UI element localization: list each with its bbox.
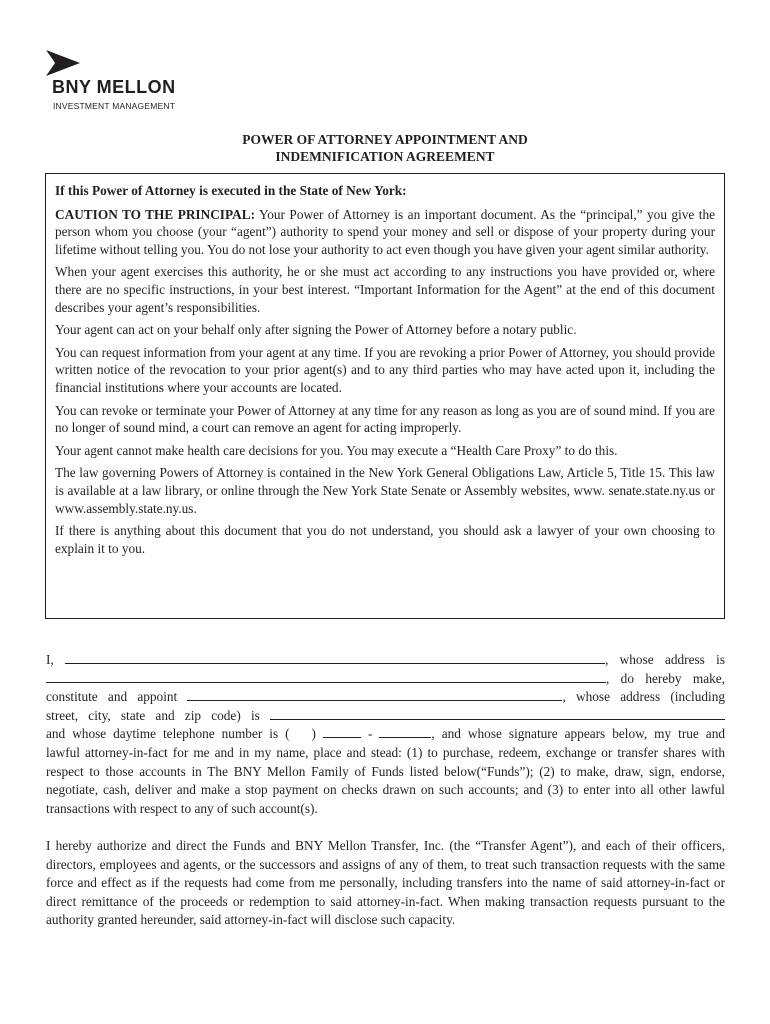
revoke-paragraph: You can revoke or terminate your Power of Attorney at any time for any reason as long as you are of sound mind. If you are no longer of sound mind, a court can remove an agent for acting improperly. bbox=[55, 402, 715, 436]
caution-label: CAUTION TO THE PRINCIPAL: bbox=[55, 206, 256, 222]
area-code-field[interactable] bbox=[290, 726, 312, 738]
caution-box-heading: If this Power of Attorney is executed in the State of New York: bbox=[55, 183, 407, 198]
title-line-2: INDEMNIFICATION AGREEMENT bbox=[275, 149, 495, 164]
appointment-form bbox=[46, 651, 725, 818]
request-info-paragraph: You can request information from your agent at any time. If you are revoking a prior Power of Attorney, you should provide written notice of the revocation to your prior agent(s) and to any third parties who may have acted upon it, including the financial institutions where your accounts are located. bbox=[55, 344, 715, 395]
agent-exercise-paragraph: When your agent exercises this authority, he or she must act according to any instructions you have provided or, where there are no specific instructions, in your best interest. “Important Information for the Agent” at the end of this document describes your agent’s responsibilities. bbox=[55, 264, 715, 315]
principal-name-field[interactable] bbox=[65, 651, 605, 664]
caution-text: Your Power of Attorney is an important document. As the “principal,” you give the person whom you choose (your “agent”) authority to spend your money and sell or dispose of your property during your lifetime without telling you. You do not lose your authority to act even though you have given your agent similar authority. bbox=[55, 206, 716, 257]
authorization-paragraph: I hereby authorize and direct the Funds and BNY Mellon Transfer, Inc. (the “Transfer Agent”), and each of their officers, directors, employees and agents, or the successors and assigns of any of them, to treat such transaction requests with the same force and effect as if the requests had come from me personally, including transfers into the name of said attorney-in-fact or direct remittance of the proceeds or redemption to said attorney-in-fact. When making transaction requests pursuant to the authority granted hereunder, said attorney-in-fact will disclose such capacity. bbox=[46, 838, 725, 928]
lawyer-paragraph: If there is anything about this document that you do not understand, you should ask a lawyer of your own choosing to explain it to you. bbox=[55, 523, 715, 556]
caution-paragraph bbox=[55, 206, 715, 259]
form-line-2: , do hereby make, bbox=[46, 670, 725, 689]
notary-paragraph: Your agent can act on your behalf only after signing the Power of Attorney before a notary public. bbox=[55, 322, 577, 338]
form-line-5: and whose daytime telephone number is ( ) - , and whose signature appears below, my true and bbox=[46, 726, 726, 742]
agent-name-field[interactable] bbox=[187, 688, 562, 701]
health-care-paragraph: Your agent cannot make health care decisions for you. You may execute a “Health Care Proxy” to do this. bbox=[55, 442, 618, 458]
principal-address-field[interactable] bbox=[46, 670, 606, 683]
bny-mellon-arrow-icon bbox=[46, 50, 80, 76]
form-line-1: I, , whose address is bbox=[46, 652, 725, 667]
brand-subtitle: INVESTMENT MANAGEMENT bbox=[53, 101, 176, 111]
agent-address-field[interactable] bbox=[270, 707, 725, 720]
title-line-1: POWER OF ATTORNEY APPOINTMENT AND bbox=[242, 132, 528, 147]
new-york-caution-box bbox=[45, 173, 725, 619]
brand-name: BNY MELLON bbox=[52, 77, 176, 97]
phone-number-field[interactable] bbox=[379, 725, 431, 738]
law-paragraph: The law governing Powers of Attorney is contained in the New York General Obligations Law, Article 5, Title 15. This law is available at a law library, or online through the New York State Senate or Assembly websites, www. senate.state.ny.us or www.assembly.state.ny.us. bbox=[55, 465, 715, 516]
phone-prefix-field[interactable] bbox=[323, 725, 361, 738]
form-line-3: constitute and appoint , whose address (including bbox=[46, 689, 726, 705]
form-line-4: street, city, state and zip code) is bbox=[46, 707, 725, 726]
form-authority-text: lawful attorney-in-fact for me and in my name, place and stead: (1) to purchase, redeem, exchange or transfer shares with respect to those accounts in The BNY Mellon Family of Funds listed below(“Funds”); (2) to make, draw, sign, endorse, negotiate, cash, deliver and make a stop payment on checks drawn on such accounts; and (3) to enter into all other lawful transactions with respect to any of such account(s). bbox=[46, 744, 725, 816]
document-title bbox=[0, 131, 770, 165]
